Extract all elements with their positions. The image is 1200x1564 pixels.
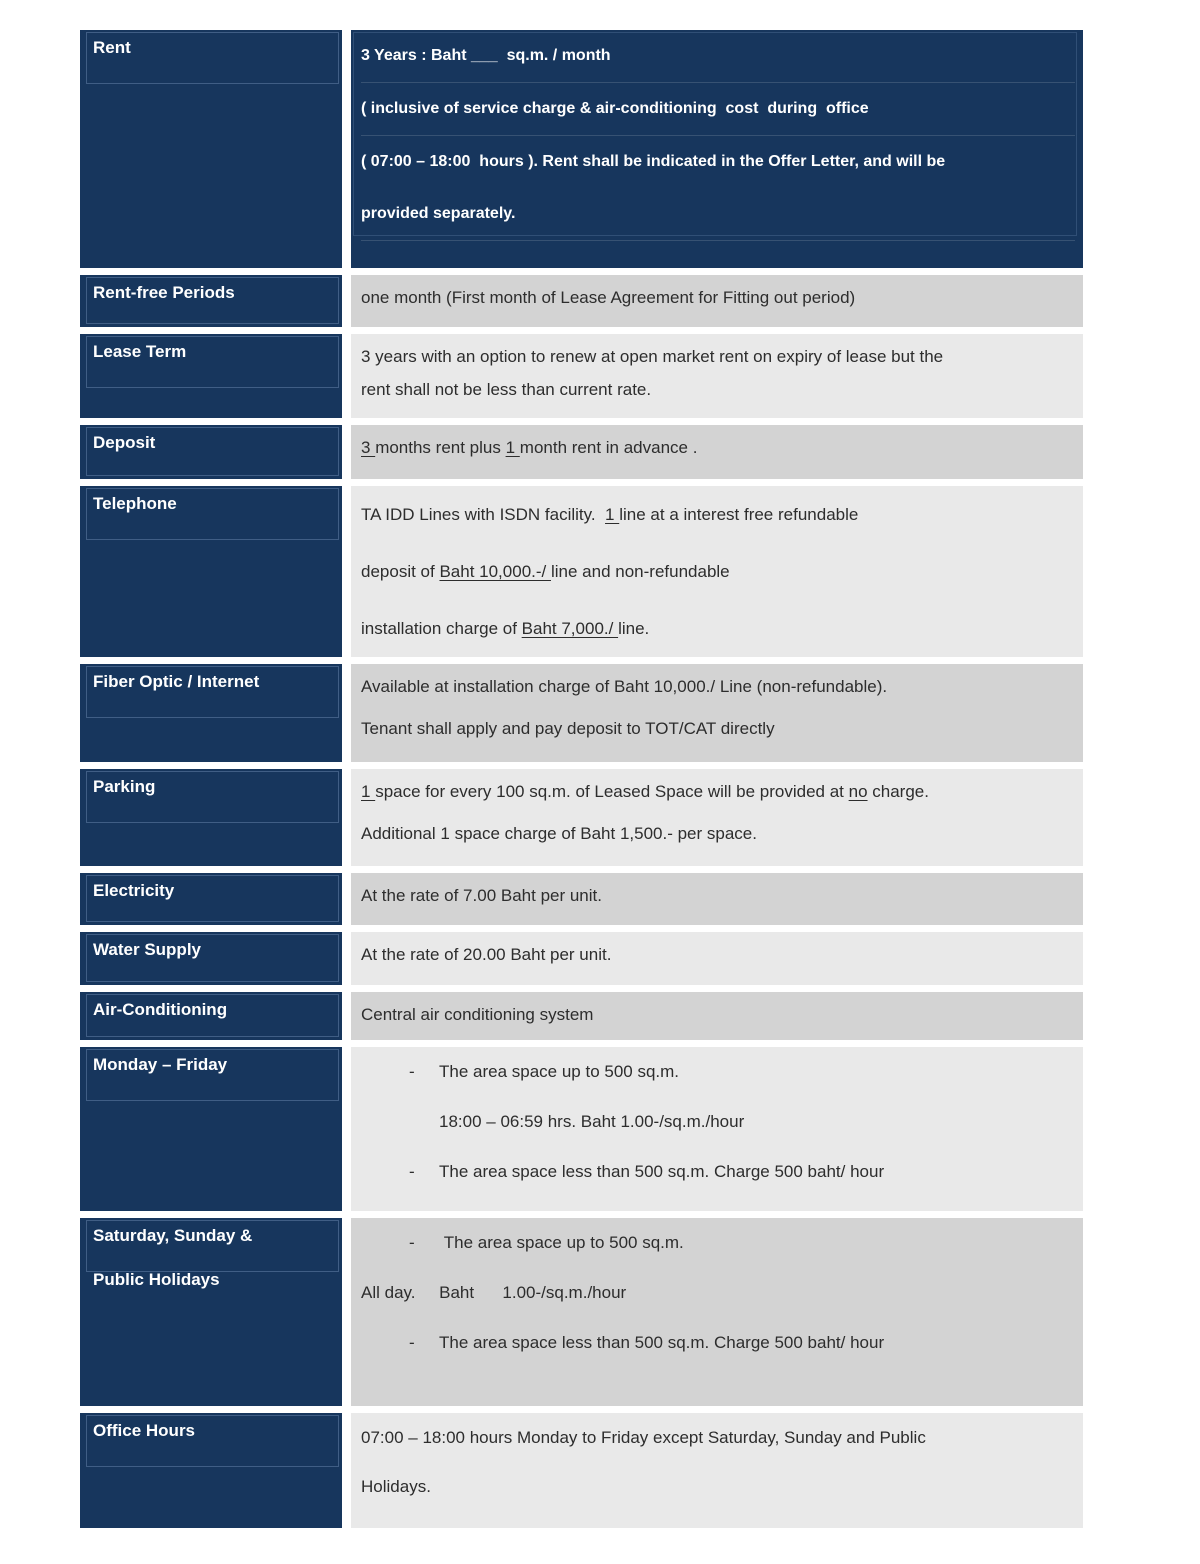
- content-line: [361, 431, 1075, 464]
- row-label: Public Holidays: [93, 1270, 220, 1289]
- content-line: [361, 340, 1075, 373]
- table-row: [80, 1218, 1083, 1406]
- text-segment: Available at installation charge of Baht 10,000./ Line (non-refundable).: [361, 677, 888, 696]
- row-content-cell: [351, 664, 1083, 762]
- bullet-dash: -: [409, 1062, 415, 1081]
- text-segment: Additional 1 space charge of Baht 1,500.- per space.: [361, 824, 757, 843]
- table-row: [80, 334, 1083, 418]
- content-line: [361, 1147, 1075, 1197]
- content-line: [361, 373, 1075, 406]
- text-segment: All day. Baht 1.00-/sq.m./hour: [361, 1283, 627, 1302]
- row-content-cell: [351, 992, 1083, 1040]
- text-segment: no: [848, 782, 868, 801]
- row-label-cell: [80, 932, 342, 985]
- row-label: Air-Conditioning: [93, 1000, 228, 1019]
- row-label-cell: [80, 1413, 342, 1528]
- text-segment: Baht 7,000./: [521, 619, 619, 638]
- text-segment: space for every 100 sq.m. of Leased Space will be provided at: [375, 782, 849, 801]
- table-row: [80, 769, 1083, 866]
- table-row: [80, 486, 1083, 657]
- text-segment: The area space up to 500 sq.m.: [439, 1233, 684, 1252]
- row-label: Lease Term: [93, 342, 187, 361]
- table-row: [80, 932, 1083, 985]
- text-segment: line and non-refundable: [550, 562, 730, 581]
- text-segment: installation charge of: [361, 619, 522, 638]
- text-segment: 07:00 – 18:00 hours Monday to Friday except Saturday, Sunday and Public: [361, 1428, 926, 1447]
- row-content-cell: [351, 486, 1083, 657]
- row-label: Rent-free Periods: [93, 283, 235, 302]
- row-content-cell: [351, 275, 1083, 327]
- table-row: [80, 275, 1083, 327]
- text-segment: 3: [361, 438, 376, 457]
- text-segment: one month (First month of Lease Agreement for Fitting out period): [361, 288, 856, 307]
- row-label-cell: [80, 425, 342, 479]
- row-label-cell: [80, 486, 342, 657]
- table-row: [80, 425, 1083, 479]
- content-line: [361, 188, 1075, 241]
- row-content-cell: [351, 334, 1083, 418]
- row-content-cell: [351, 425, 1083, 479]
- text-segment: TA IDD Lines with ISDN facility.: [361, 505, 606, 524]
- row-label: Monday – Friday: [93, 1055, 228, 1074]
- content-line: [361, 938, 1075, 971]
- row-label: Parking: [93, 777, 156, 796]
- row-content-cell: [351, 1218, 1083, 1406]
- text-segment: 3 Years : Baht ___ sq.m. / month: [361, 47, 611, 64]
- text-segment: The area space less than 500 sq.m. Charge 500 baht/ hour: [439, 1333, 885, 1352]
- row-label: Deposit: [93, 433, 156, 452]
- bullet-dash: -: [409, 1233, 415, 1252]
- text-segment: 1: [361, 782, 376, 801]
- content-line: [361, 486, 1075, 543]
- text-segment: 1: [505, 438, 520, 457]
- text-segment: At the rate of 20.00 Baht per unit.: [361, 945, 612, 964]
- content-line: [361, 83, 1075, 136]
- row-label: Office Hours: [93, 1421, 196, 1440]
- row-label-cell: [80, 873, 342, 925]
- text-segment: Holidays.: [361, 1477, 431, 1496]
- row-label: Fiber Optic / Internet: [93, 672, 260, 691]
- text-segment: 3 years with an option to renew at open market rent on expiry of lease but the: [361, 347, 944, 366]
- text-segment: deposit of: [361, 562, 440, 581]
- row-content-cell: [351, 1047, 1083, 1211]
- table-row: [80, 1413, 1083, 1528]
- content-line: [361, 136, 1075, 188]
- table-row: [80, 992, 1083, 1040]
- content-line: [361, 1047, 1075, 1097]
- row-content-cell: [351, 769, 1083, 866]
- row-label-cell: [80, 1047, 342, 1211]
- text-segment: The area space less than 500 sq.m. Charge 500 baht/ hour: [439, 1162, 885, 1181]
- content-line: [361, 708, 1075, 750]
- text-segment: At the rate of 7.00 Baht per unit.: [361, 886, 602, 905]
- content-line: [361, 543, 1075, 600]
- row-content-cell: [351, 932, 1083, 985]
- row-label-cell: [80, 275, 342, 327]
- row-label-cell: [80, 30, 342, 268]
- bullet-dash: -: [409, 1162, 415, 1181]
- content-line: [361, 281, 1075, 314]
- content-line: [361, 813, 1075, 855]
- table-row: [80, 30, 1083, 268]
- text-segment: line at a interest free refundable: [619, 505, 859, 524]
- content-line: [361, 1097, 1075, 1147]
- row-label: Telephone: [93, 494, 177, 513]
- text-segment: 1: [605, 505, 620, 524]
- row-label: Rent: [93, 38, 131, 57]
- text-segment: The area space up to 500 sq.m.: [439, 1062, 680, 1081]
- content-line: [361, 600, 1075, 657]
- table-row: [80, 664, 1083, 762]
- text-segment: ( inclusive of service charge & air-conditioning cost during office: [361, 100, 869, 117]
- row-label: Water Supply: [93, 940, 201, 959]
- text-segment: charge.: [867, 782, 929, 801]
- table-row: [80, 873, 1083, 925]
- row-label: Electricity: [93, 881, 175, 900]
- content-line: [361, 1268, 1075, 1318]
- text-segment: Baht 10,000.-/: [439, 562, 551, 581]
- content-line: [361, 1218, 1075, 1268]
- lease-terms-table: [80, 30, 1083, 1535]
- text-segment: Central air conditioning system: [361, 1005, 594, 1024]
- text-segment: month rent in advance .: [519, 438, 698, 457]
- row-label-cell: [80, 992, 342, 1040]
- text-segment: Tenant shall apply and pay deposit to TOT/CAT directly: [361, 719, 775, 738]
- content-line: [361, 666, 1075, 708]
- text-segment: 18:00 – 06:59 hrs. Baht 1.00-/sq.m./hour: [439, 1112, 745, 1131]
- row-content-cell: [351, 873, 1083, 925]
- content-line: [361, 771, 1075, 813]
- content-line: [361, 1462, 1075, 1511]
- row-content-cell: [351, 1413, 1083, 1528]
- row-label-cell: [80, 769, 342, 866]
- text-segment: rent shall not be less than current rate.: [361, 380, 652, 399]
- content-line: [361, 1413, 1075, 1462]
- text-segment: provided separately.: [361, 205, 516, 222]
- content-line: [361, 30, 1075, 83]
- row-label-cell: [80, 334, 342, 418]
- row-label: Saturday, Sunday &: [93, 1226, 253, 1245]
- content-line: [361, 998, 1075, 1031]
- text-segment: ( 07:00 – 18:00 hours ). Rent shall be indicated in the Offer Letter, and will be: [361, 153, 946, 170]
- row-content-cell: [351, 30, 1083, 268]
- content-line: [361, 1318, 1075, 1368]
- table-row: [80, 1047, 1083, 1211]
- row-label-cell: [80, 664, 342, 762]
- row-label-cell: [80, 1218, 342, 1406]
- bullet-dash: -: [409, 1333, 415, 1352]
- content-line: [361, 879, 1075, 912]
- text-segment: line.: [618, 619, 650, 638]
- text-segment: months rent plus: [375, 438, 506, 457]
